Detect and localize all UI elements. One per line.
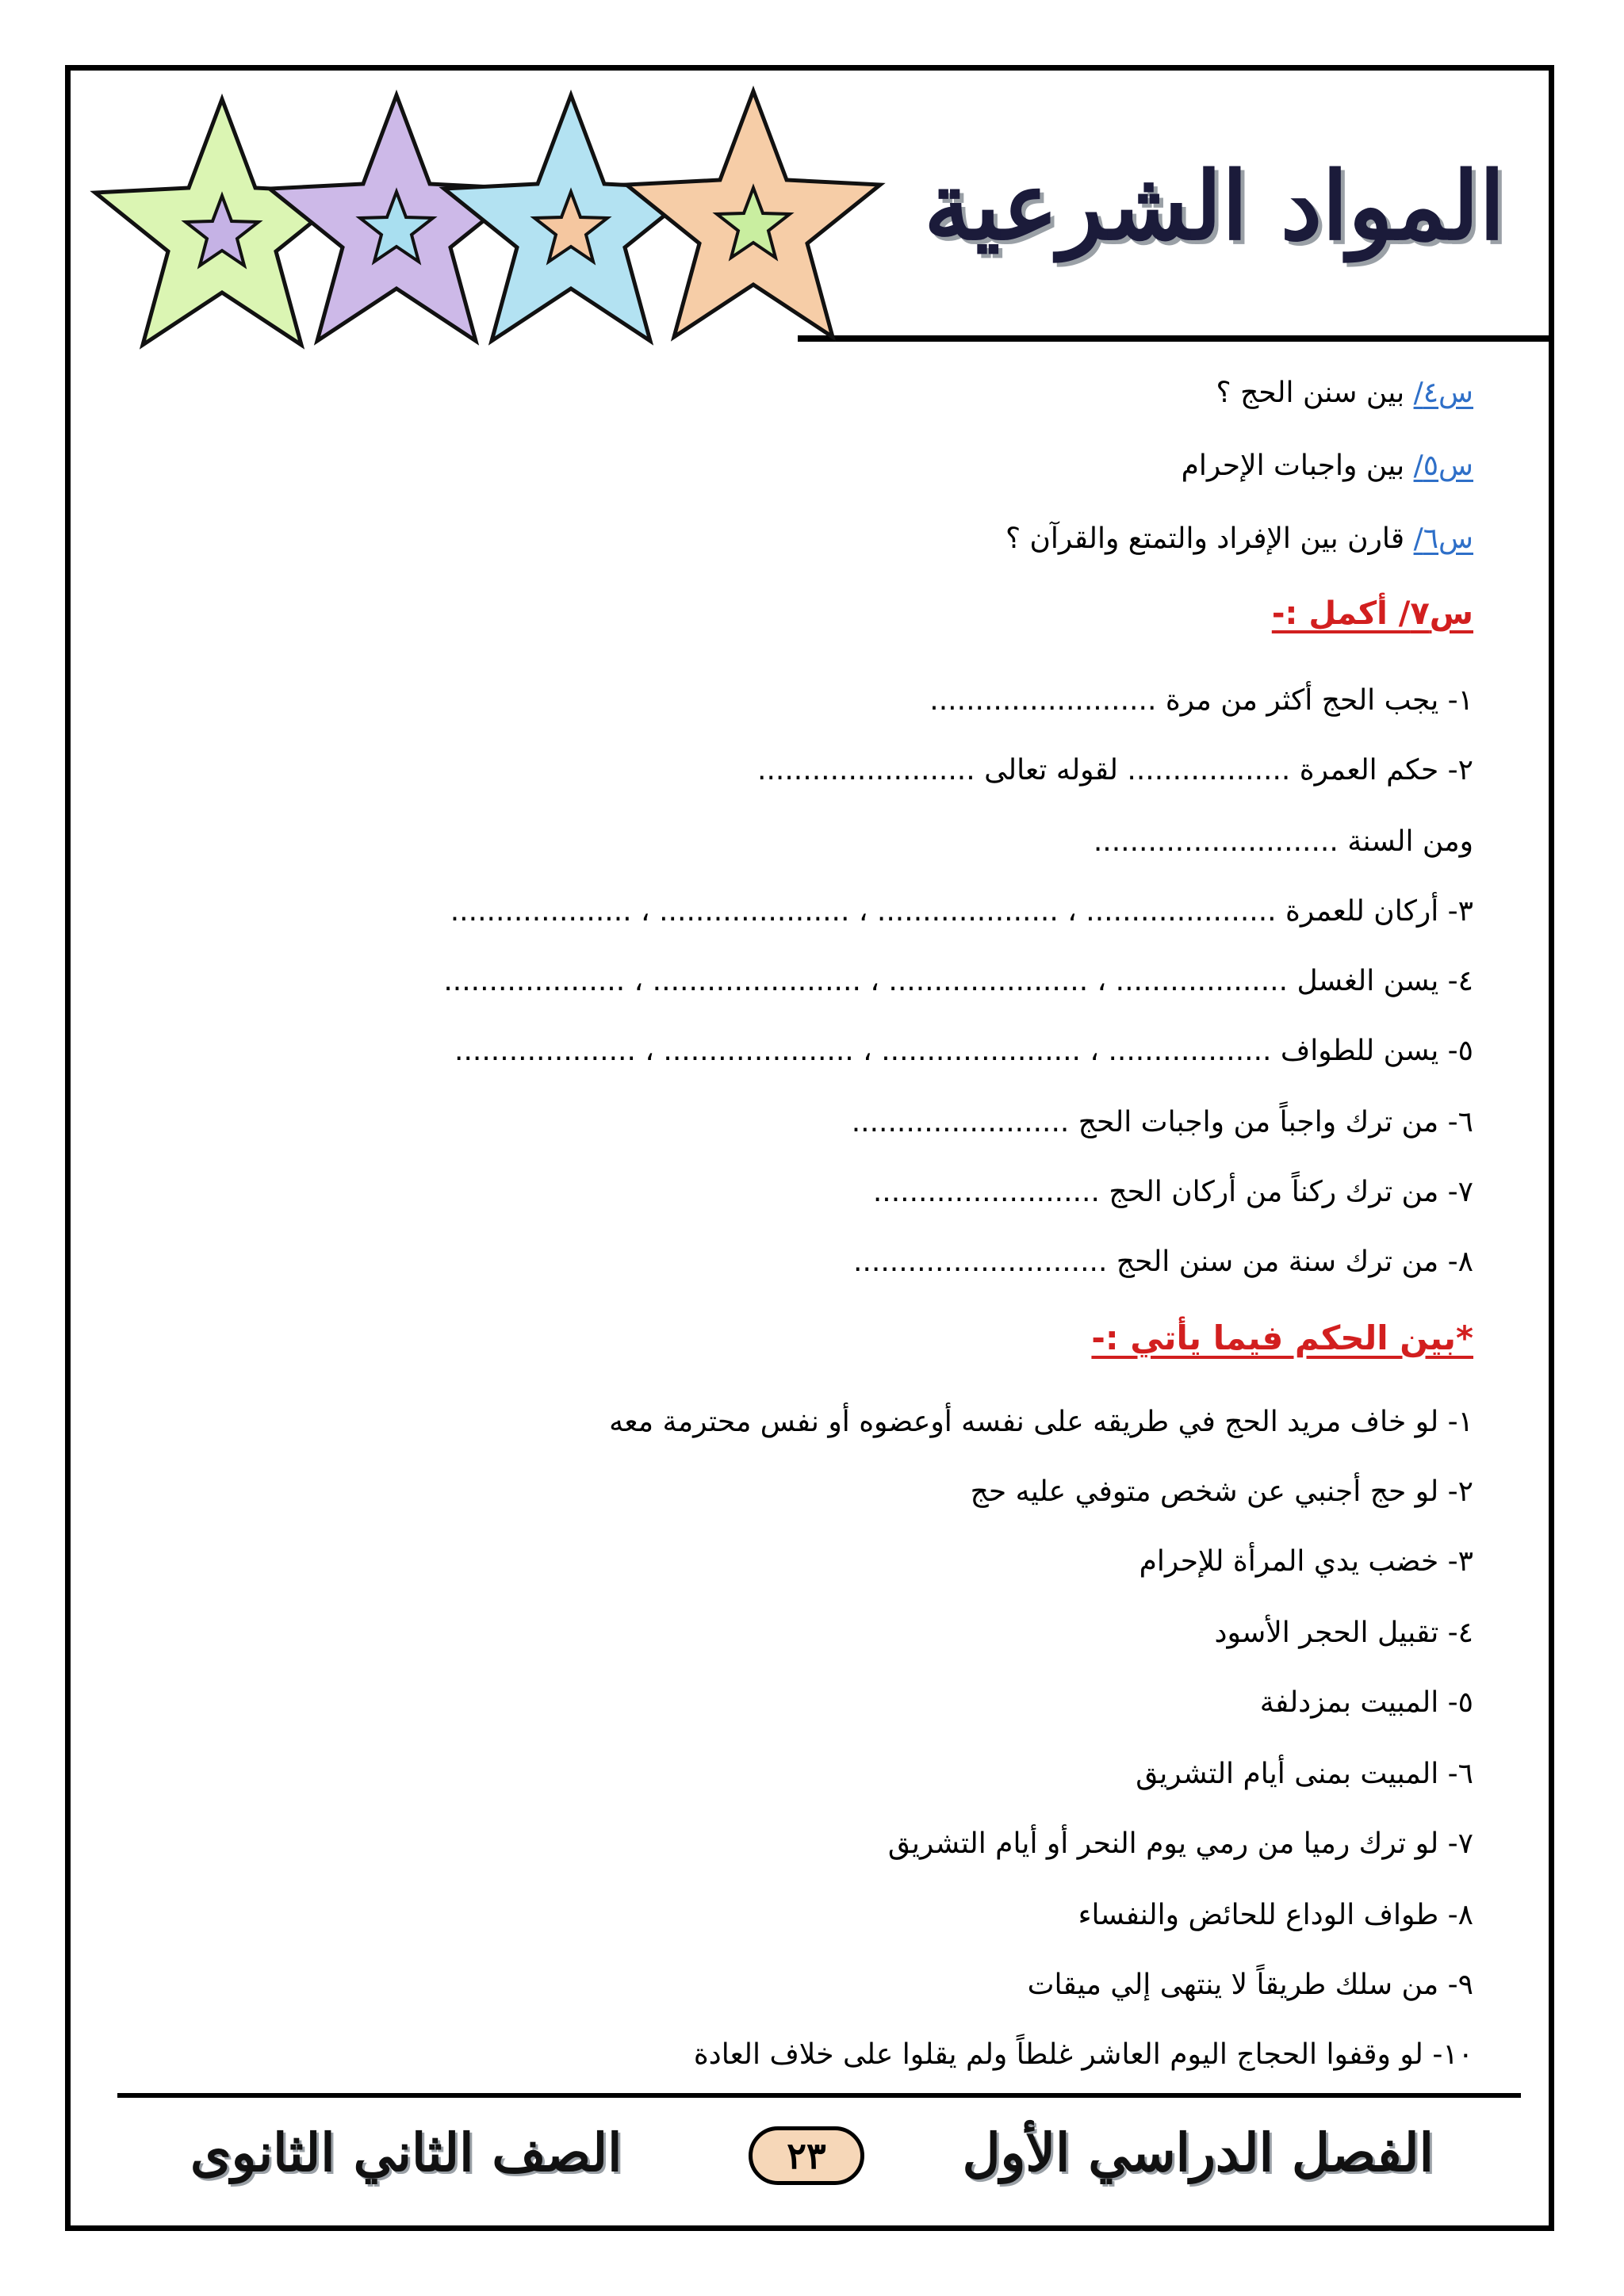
list-item: ٤- يسن الغسل ................... ، ...................... ، ....................... ، .................... bbox=[443, 965, 1473, 997]
footer-divider bbox=[117, 2093, 1521, 2098]
list-item: ٥- يسن للطواف .................. ، ...................... ، ..................... ، .................... bbox=[454, 1035, 1473, 1067]
question-label: س٦/ bbox=[1413, 522, 1473, 555]
list-item: ٤- تقبيل الحجر الأسود bbox=[1214, 1617, 1473, 1649]
list-item: ٧- لو ترك رميا من رمي يوم النحر أو أيام التشريق bbox=[887, 1827, 1473, 1860]
list-item: ٣- أركان للعمرة ..................... ، .................... ، ..................... ، .................... bbox=[450, 895, 1473, 928]
question-text: بين واجبات الإحرام bbox=[1181, 450, 1414, 482]
question-5 bbox=[1182, 446, 1473, 487]
section-heading-ruling: *بين الحكم فيما يأتي :- bbox=[1091, 1318, 1473, 1357]
question-4 bbox=[1216, 373, 1473, 414]
footer-grade: الصف الثاني الثانوى bbox=[190, 2122, 622, 2183]
page-title: المواد الشرعية bbox=[924, 151, 1505, 261]
list-item: ٦- المبيت بمنى أيام التشريق bbox=[1136, 1758, 1473, 1790]
list-item: ٨- طواف الوداع للحائض والنفساء bbox=[1078, 1899, 1473, 1931]
question-label: س٥/ bbox=[1413, 450, 1473, 482]
list-item: ٦- من ترك واجباً من واجبات الحج ........................ bbox=[851, 1106, 1473, 1138]
footer-semester: الفصل الدراسي الأول bbox=[962, 2122, 1434, 2183]
page-number-badge: ٢٣ bbox=[749, 2126, 864, 2185]
question-text: قارن بين الإفراد والتمتع والقرآن ؟ bbox=[1005, 522, 1414, 555]
list-item: ٨- من ترك سنة من سنن الحج ............................ bbox=[853, 1246, 1473, 1278]
stars-decoration-icon bbox=[71, 79, 912, 373]
list-item: ٧- من ترك ركناً من أركان الحج ......................... bbox=[872, 1176, 1473, 1208]
question-6 bbox=[1005, 519, 1473, 560]
list-item: ٩- من سلك طريقاً لا ينتهى إلي ميقات bbox=[1027, 1969, 1473, 2001]
list-item: ١- لو خاف مريد الحج في طريقه على نفسه أوعضوه أو نفس محترمة معه bbox=[609, 1406, 1473, 1438]
list-item: ١- يجب الحج أكثر من مرة ......................... bbox=[929, 684, 1473, 717]
list-item: ٢- حكم العمرة .................. لقوله تعالى ........................ bbox=[757, 754, 1473, 786]
question-text: بين سنن الحج ؟ bbox=[1216, 377, 1414, 409]
section-heading-complete: س٧/ أكمل :- bbox=[1271, 595, 1473, 632]
list-item: ٥- المبيت بمزدلفة bbox=[1259, 1686, 1473, 1719]
list-item: ومن السنة ........................... bbox=[1093, 825, 1473, 858]
list-item: ٣- خضب يدي المرأة للإحرام bbox=[1139, 1545, 1473, 1578]
question-label: س٤/ bbox=[1413, 377, 1473, 409]
list-item: ٢- لو حج أجنبي عن شخص متوفي عليه حج bbox=[970, 1475, 1473, 1508]
list-item: ١٠- لو وقفوا الحجاج اليوم العاشر غلطاً ولم يقلوا على خلاف العادة bbox=[693, 2038, 1473, 2071]
